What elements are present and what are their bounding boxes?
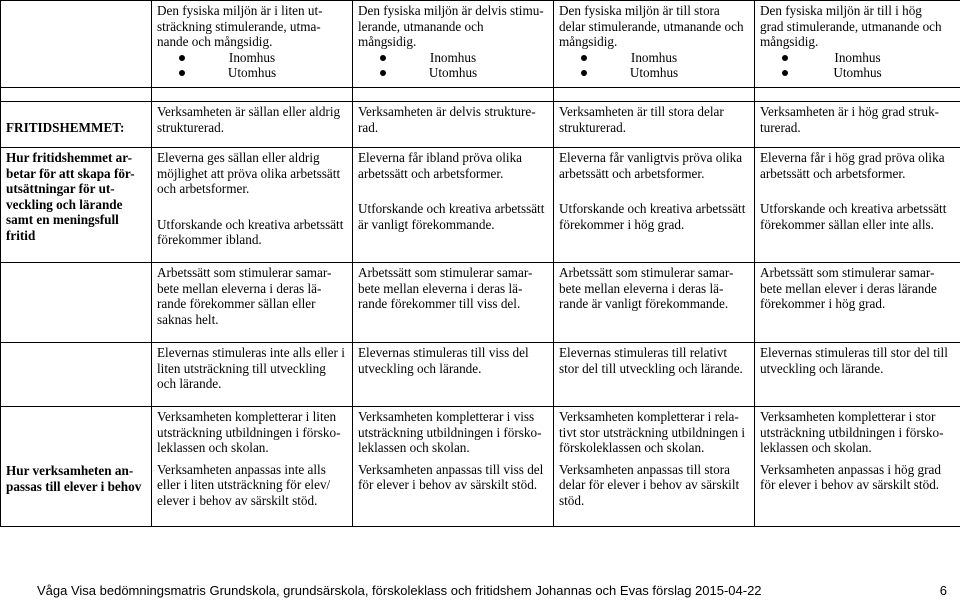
bullet-label: Inomhus: [228, 49, 276, 65]
page-number: 6: [939, 583, 947, 598]
bullet-item: [559, 50, 749, 66]
header-line: Den fysiska miljön är delvis stimu-: [358, 3, 544, 18]
adapt-label: Hur verksamheten an-passas till elever i behov: [6, 463, 142, 494]
header-line: mångsidig.: [559, 34, 618, 49]
bullet-list: [760, 50, 955, 81]
collab-text: Arbetssätt som stimulerar samar-bete mellan eleverna i deras lä-rande förekommer till viss del.: [358, 265, 533, 311]
how-text: Utforskande och kreativa arbetssätt förekommer sällan eller inte alls.: [760, 201, 947, 232]
structure-row: [1, 102, 960, 148]
adapt-text: Verksamheten anpassas till stora delar för elever i behov av särskilt stöd.: [559, 461, 740, 508]
bullet-item: [358, 65, 548, 81]
collab-cell: [353, 263, 554, 343]
how-text: Eleverna får ibland pröva olika arbetssätt och arbetsformer.: [358, 150, 523, 181]
stimulus-cell: [755, 343, 960, 407]
header-line: delar stimulerande, utmanande och: [559, 18, 744, 34]
header-row: [1, 1, 960, 88]
how-label-cell: [1, 148, 152, 263]
adapt-cell: [554, 407, 755, 527]
how-text: Eleverna får vanligtvis pröva olika arbetssätt och arbetsformer.: [559, 150, 743, 181]
bullet-label: Utomhus: [227, 65, 277, 80]
how-label: Hur fritidshemmet ar-betar för att skapa för-utsättningar för ut-veckling och lärande samt en meningsfull fritid: [6, 150, 135, 243]
how-cell: [554, 148, 755, 263]
how-text: Eleverna får i hög grad pröva olika arbetssätt och arbetsformer.: [760, 150, 945, 181]
bullet-label: Inomhus: [630, 49, 678, 65]
adapt-text: Verksamheten kompletterar i liten utsträckning utbildningen i försko-leklassen och skolan.: [157, 409, 341, 455]
header-line: Den fysiska miljön är till stora: [559, 3, 720, 18]
bullet-label: Utomhus: [833, 65, 882, 80]
bullet-icon: [782, 70, 788, 76]
adapt-text: Verksamheten kompletterar i rela-tivt stor utsträckning utbildningen i förskoleklassen och skolan.: [559, 409, 746, 455]
header-cell-4: [755, 1, 960, 88]
bullet-icon: [581, 70, 587, 76]
bullet-label: Utomhus: [428, 65, 478, 80]
header-line: Den fysiska miljön är i liten ut-: [157, 3, 323, 18]
fritidshemmet-label-cell: [1, 102, 152, 148]
bullet-icon: [380, 70, 386, 76]
adapt-text: Verksamheten kompletterar i stor utsträckning utbildningen i försko-leklassen och skolan.: [760, 409, 944, 455]
adapt-text: Verksamheten anpassas till viss del för elever i behov av särskilt stöd.: [358, 461, 544, 492]
stimulus-cell: [152, 343, 353, 407]
structure-text: Verksamheten är i hög grad struk-turerad.: [760, 104, 940, 135]
header-line: mångsidig.: [358, 34, 417, 49]
footer-text: Våga Visa bedömningsmatris Grundskola, grundsärskola, förskoleklass och fritidshem Johannas och Evas förslag 2015-04-22: [37, 583, 762, 598]
how-text: Utforskande och kreativa arbetssätt förekommer i hög grad.: [559, 201, 746, 232]
bullet-item: [157, 65, 347, 81]
spacer-row: [1, 88, 960, 102]
header-line: mångsidig.: [760, 34, 819, 49]
stimulus-cell: [554, 343, 755, 407]
collab-text: Arbetssätt som stimulerar samar-bete mellan eleverna i deras lä-rande är vanligt förekommande.: [559, 265, 734, 311]
how-cell: [755, 148, 960, 263]
how-text: Utforskande och kreativa arbetssätt är vanligt förekommande.: [358, 201, 545, 232]
adapt-cell: [152, 407, 353, 527]
bullet-icon: [179, 55, 185, 61]
bullet-label: Inomhus: [834, 49, 881, 65]
collab-label-cell: [1, 263, 152, 343]
collab-cell: [755, 263, 960, 343]
header-cell-3: [554, 1, 755, 88]
bullet-list: [157, 50, 347, 81]
how-row: [1, 148, 960, 263]
how-cell: [152, 148, 353, 263]
stimulus-text: Elevernas stimuleras till viss del utveckling och lärande.: [358, 345, 529, 376]
adapt-cell: [353, 407, 554, 527]
bullet-item: [760, 65, 955, 81]
collab-text: Arbetssätt som stimulerar samar-bete mellan elever i deras lärande förekommer i hög grad.: [760, 265, 937, 311]
bullet-list: [358, 50, 548, 81]
collab-cell: [152, 263, 353, 343]
header-line: sträckning stimulerande, utma-: [157, 18, 321, 34]
bullet-label: Inomhus: [429, 49, 477, 65]
structure-text: Verksamheten är delvis strukture-rad.: [358, 104, 536, 135]
bullet-item: [559, 65, 749, 81]
header-line: Den fysiska miljön är till i hög: [760, 3, 922, 18]
collab-text: Arbetssätt som stimulerar samar-bete mellan eleverna i deras lä-rande förekommer sällan eller saknas helt.: [157, 265, 332, 327]
fritidshemmet-label: FRITIDSHEMMET:: [6, 120, 125, 135]
stimulus-text: Elevernas stimuleras till relativt stor del till utveckling och lärande.: [559, 345, 743, 376]
collab-cell: [554, 263, 755, 343]
structure-cell: [755, 102, 960, 148]
structure-cell: [554, 102, 755, 148]
how-cell: [353, 148, 554, 263]
adapt-text: Verksamheten kompletterar i viss utsträckning utbildningen i försko-leklassen och skolan.: [358, 409, 542, 455]
adapt-text: Verksamheten anpassas inte alls eller i liten utsträckning för elev/ elever i behov av särskilt stöd.: [157, 461, 331, 508]
bullet-icon: [581, 55, 587, 61]
bullet-icon: [782, 55, 788, 61]
adapt-row: [1, 407, 960, 527]
header-line: nande och mångsidig.: [157, 34, 273, 49]
how-text: Utforskande och kreativa arbetssätt förekommer ibland.: [157, 216, 344, 247]
collab-row: [1, 263, 960, 343]
structure-text: Verksamheten är sällan eller aldrig strukturerad.: [157, 104, 341, 135]
header-cell-2: [353, 1, 554, 88]
bullet-list: [559, 50, 749, 81]
stimulus-cell: [353, 343, 554, 407]
bullet-item: [157, 50, 347, 66]
bullet-icon: [179, 70, 185, 76]
stimulus-text: Elevernas stimuleras till stor del till utveckling och lärande.: [760, 345, 948, 376]
how-text: Eleverna ges sällan eller aldrig möjlighet att pröva olika arbetssätt och arbetsformer.: [157, 150, 341, 196]
bullet-icon: [380, 55, 386, 61]
structure-cell: [152, 102, 353, 148]
stimulus-text: Elevernas stimuleras inte alls eller i liten utsträckning till utveckling och lärande.: [157, 345, 345, 391]
header-line: grad stimulerande, utmanande och: [760, 18, 942, 34]
header-empty-cell: [1, 1, 152, 88]
bullet-label: Utomhus: [629, 65, 679, 80]
page-footer: [0, 583, 960, 600]
bullet-item: [760, 50, 955, 66]
structure-text: Verksamheten är till stora delar strukturerad.: [559, 104, 724, 135]
adapt-text: Verksamheten anpassas i hög grad för elever i behov av särskilt stöd.: [760, 461, 941, 492]
adapt-cell: [755, 407, 960, 527]
stimulus-label-cell: [1, 343, 152, 407]
header-cell-1: [152, 1, 353, 88]
stimulus-row: [1, 343, 960, 407]
bullet-item: [358, 50, 548, 66]
structure-cell: [353, 102, 554, 148]
header-line: lerande, utmanande och: [358, 18, 484, 34]
adapt-label-cell: [1, 407, 152, 527]
